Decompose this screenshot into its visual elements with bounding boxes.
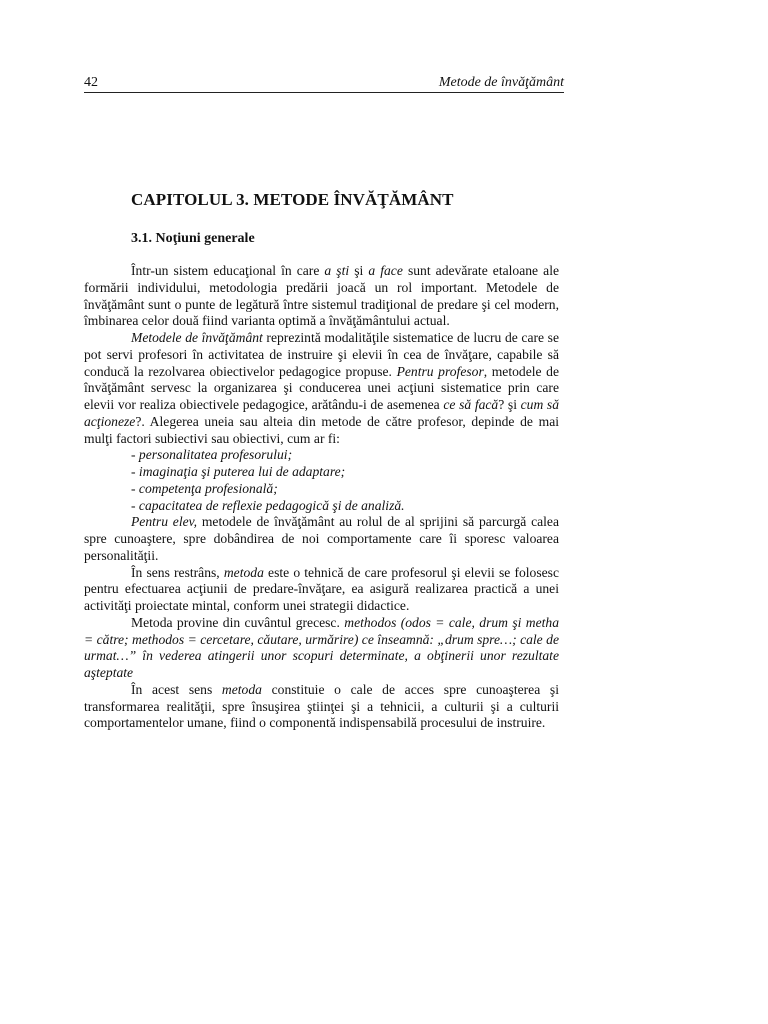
- emphasis-text: Pentru profesor: [396, 363, 484, 379]
- list-item: - capacitatea de reflexie pedagogică şi de analiză.: [131, 497, 405, 513]
- text-run: În acest sens: [131, 681, 222, 697]
- text-run: ? şi: [498, 397, 521, 412]
- list-item: - imaginaţia şi puterea lui de adaptare;: [131, 464, 346, 479]
- emphasis-text: Metodele de învăţământ: [131, 330, 263, 345]
- text-run: sunt adevărate etaloane ale formării individului, metodologia predării joacă un rol important. Metodele de învăţământ sunt o punte de legătură între sistemul tradiţional de predare şi cel modern, îmbinarea celor două fiind varianta optimă a învăţământului actual.: [84, 263, 560, 329]
- header-rule: [84, 92, 564, 93]
- emphasis-text: cum să acţioneze: [84, 397, 560, 429]
- emphasis-text: Pentru elev,: [131, 514, 198, 530]
- body-text: [84, 263, 559, 732]
- emphasis-text: ce să facă: [443, 397, 499, 412]
- chapter-title: CAPITOLUL 3. METODE ÎNVĂŢĂMÂNT: [131, 190, 454, 209]
- list-item: - competenţa profesională;: [131, 480, 278, 496]
- text-run: reprezintă modalităţile sistematice de lucru de care se pot servi profesori în activitatea de instruire şi elevii în cea de învăţare, capabile să conducă la rezolvarea obiectivelor pedagogice propuse.: [84, 330, 559, 379]
- text-run: şi: [349, 263, 369, 278]
- paragraph-6: [84, 682, 559, 732]
- text-run: Metoda provine din cuvântul grecesc.: [131, 614, 345, 630]
- paragraph-1: [84, 263, 559, 330]
- text-run: Într-un sistem educaţional în care: [131, 263, 325, 278]
- paragraph-2: [84, 330, 559, 447]
- text-run: constituie o cale de acces spre cunoaşterea şi transformarea realităţii, spre însuşirea ştiinţei şi a tehnicii, a culturii şi a culturii comportamentelor umane, fiind o componentă indispensabilă procesului de instruire.: [84, 681, 559, 731]
- emphasis-text: metoda: [221, 681, 262, 697]
- emphasis-text: metoda: [223, 564, 264, 580]
- section-title: 3.1. Noţiuni generale: [131, 231, 255, 246]
- text-run: În sens restrâns,: [131, 564, 224, 580]
- paragraph-3: [84, 514, 559, 564]
- emphasis-text: methodos (odos = cale, drum şi metha = către; methodos = cercetare, căutare, urmărire) ce înseamnă: „drum spre…; cale de urmat…” în vederea atingerii unor scopuri determinate, a obţinerii unor rezultate aşteptate: [84, 614, 560, 680]
- paragraph-5: [84, 615, 559, 682]
- page-number: 42: [84, 75, 98, 90]
- list-item: - personalitatea profesorului;: [131, 447, 293, 463]
- page-header: [84, 74, 564, 92]
- text-run: metodele de învăţământ au rolul de al sprijini să parcurgă calea spre cunoaştere, spre dobândirea de noi comportamente care îi sporesc valoarea personalităţii.: [84, 514, 559, 563]
- emphasis-text: a şti: [324, 263, 350, 278]
- emphasis-text: a face: [368, 263, 403, 278]
- text-run: este o tehnică de care profesorul şi elevii se folosesc pentru efectuarea acţiunii de predare-învăţare, ea asigură realizarea practică a unei activităţi proiectate mintal, conform unei strategii didactice.: [84, 564, 559, 613]
- text-run: , metodele de învăţământ servesc la organizarea şi conducerea unei acţiuni sistematice prin care elevii vor realiza obiectivele pedagogice, arătându-i de asemenea: [84, 363, 559, 412]
- running-title: Metode de învăţământ: [438, 75, 564, 90]
- text-run: ?. Alegerea uneia sau alteia din metode de către profesor, depinde de mai mulţi factori subiectivi sau obiectivi, cum ar fi:: [84, 413, 559, 446]
- paragraph-4: [84, 565, 559, 615]
